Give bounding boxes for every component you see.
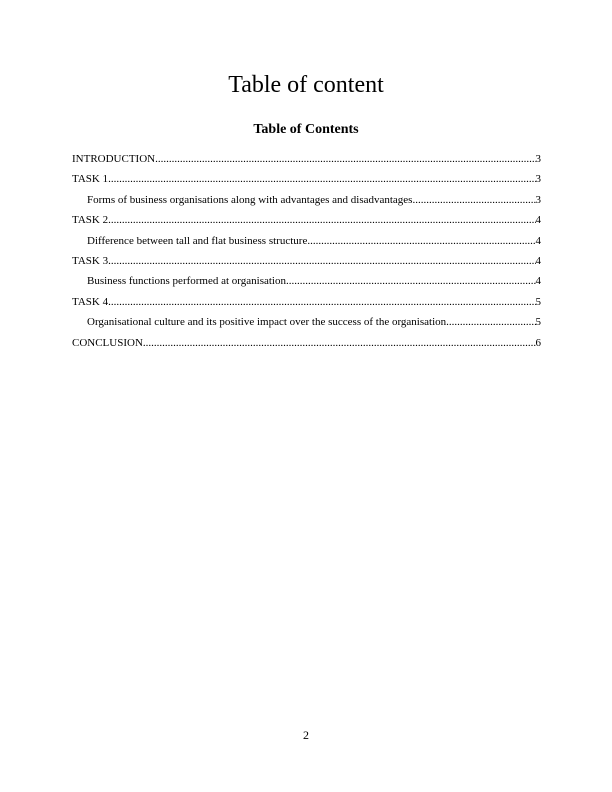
toc-entry-label: Difference between tall and flat business structure	[87, 234, 308, 247]
toc-dot-leader	[108, 169, 535, 189]
toc-entry-page: 4	[535, 234, 541, 247]
toc-dot-leader	[155, 149, 535, 169]
toc-entry-page: 3	[535, 193, 541, 206]
toc-dot-leader	[108, 210, 535, 230]
toc-entry-task-3[interactable]	[72, 251, 541, 271]
toc-entry-label: Forms of business organisations along with advantages and disadvantages	[87, 193, 413, 206]
toc-entry-label: Business functions performed at organisation	[87, 275, 286, 288]
toc-entry-organisational-culture[interactable]	[72, 312, 541, 332]
toc-entry-task-1[interactable]	[72, 169, 541, 189]
toc-entry-page: 4	[535, 275, 541, 288]
toc-dot-leader	[412, 190, 535, 210]
toc-dot-leader	[108, 292, 535, 312]
toc-heading: Table of Contents	[253, 122, 359, 137]
page-number: 2	[303, 728, 309, 742]
toc-entry-label: CONCLUSION	[72, 336, 143, 349]
toc-entry-page: 4	[535, 254, 541, 267]
toc-entry-business-functions[interactable]	[72, 271, 541, 291]
toc-entry-task-2[interactable]	[72, 210, 541, 230]
toc-entry-tall-flat-structure[interactable]	[72, 231, 541, 251]
toc-dot-leader	[108, 251, 535, 271]
toc-entry-page: 5	[535, 295, 541, 308]
toc-entry-introduction[interactable]	[72, 149, 541, 169]
toc-dot-leader	[286, 271, 536, 291]
toc-entry-page: 3	[535, 173, 541, 186]
toc-entry-page: 5	[535, 316, 541, 329]
toc-dot-leader	[446, 312, 535, 332]
toc-entry-label: TASK 2	[72, 214, 109, 227]
toc-entry-label: TASK 1	[72, 173, 109, 186]
toc-dot-leader	[307, 231, 535, 251]
toc-entry-task-4[interactable]	[72, 292, 541, 312]
toc-entry-page: 6	[535, 336, 541, 349]
toc-entry-label: TASK 3	[72, 254, 109, 267]
toc-dot-leader	[143, 333, 536, 353]
table-of-contents	[72, 149, 541, 353]
toc-entry-page: 3	[535, 153, 541, 165]
toc-entry-page: 4	[535, 214, 541, 227]
document-title: Table of content	[228, 72, 384, 98]
toc-entry-label: TASK 4	[72, 295, 109, 308]
toc-entry-forms-of-business[interactable]	[72, 190, 541, 210]
toc-entry-conclusion[interactable]	[72, 333, 541, 353]
toc-entry-label: Organisational culture and its positive impact over the success of the organisation	[87, 316, 447, 329]
toc-entry-label: INTRODUCTION	[72, 153, 156, 165]
